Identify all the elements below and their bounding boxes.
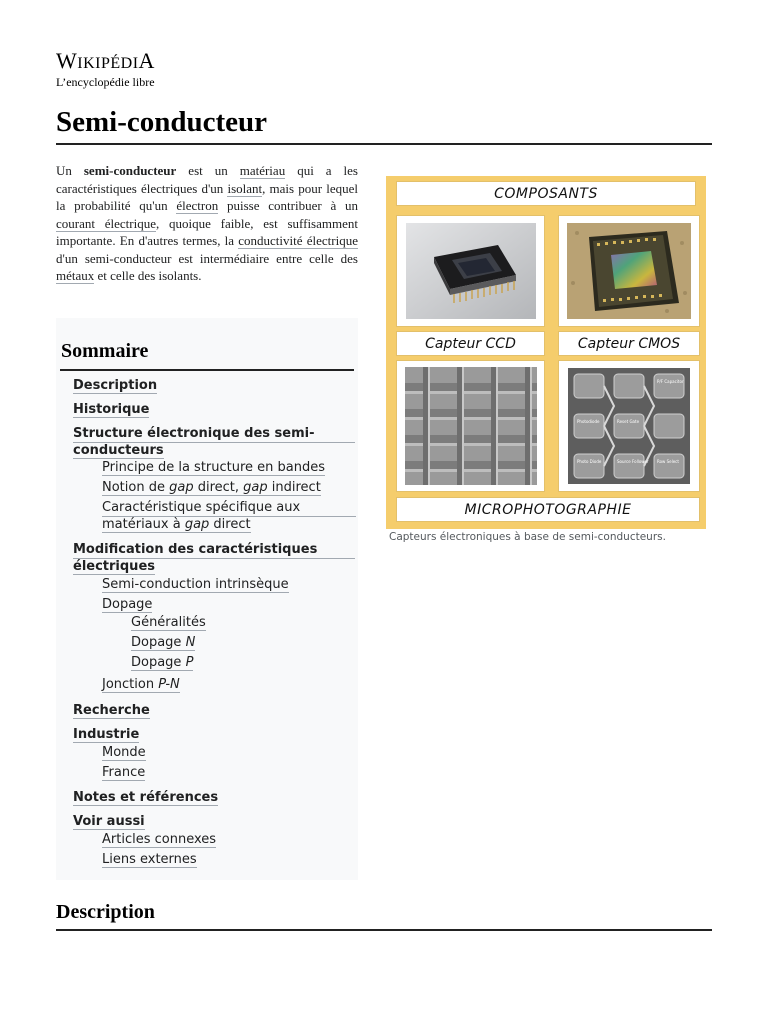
figure-header-label: COMPOSANTS [494,185,598,202]
ccd-label-box [396,331,545,356]
ccd-micrograph-frame [396,360,545,492]
toc-item-notes-references[interactable]: Notes et références [73,790,219,805]
link-electron[interactable]: électron [176,198,219,213]
toc-title: Sommaire [61,340,149,362]
toc-item-notion-gap[interactable]: Notion de gap direct, gap indirect [102,480,321,495]
figure-image[interactable] [386,176,706,529]
ccd-label: Capteur CCD [425,335,516,352]
toc-item-industrie[interactable]: Industrie [73,727,140,742]
toc-item-structure-bandes[interactable]: Principe de la structure en bandes [102,460,326,475]
toc-item-liens-externes[interactable]: Liens externes [102,852,197,867]
toc-item-historique[interactable]: Historique [73,402,150,417]
toc-item-semi-conduction-intrinseque[interactable]: Semi-conduction intrinsèque [102,577,289,592]
ccd-micrograph-image [405,367,537,485]
link-isolant[interactable]: isolant [227,180,263,196]
title-divider [56,143,712,145]
logo-tagline: L’encyclopédie libre [56,75,155,89]
figure-footer-box [396,497,700,522]
toc-item-structure-electronique[interactable]: Structure électronique des semi- conducteurs [73,426,355,459]
micro-label-photodiode: Photodiode [577,419,600,424]
term-bold: semi-conducteur [83,163,177,178]
cmos-micrograph-image [568,368,690,484]
toc-item-voir-aussi[interactable]: Voir aussi [73,814,145,829]
toc-item-description[interactable]: Description [73,378,158,393]
toc-item-monde[interactable]: Monde [102,745,146,760]
logo-wordmark: WIKIPÉDIA [56,48,155,73]
toc-item-jonction-pn[interactable]: Jonction P-N [102,677,180,692]
link-metaux[interactable]: métaux [56,268,95,283]
cmos-sensor-image [567,223,691,319]
toc-item-generalites[interactable]: Généralités [131,615,206,630]
micro-label-reset-gate: Reset Gate [617,419,640,424]
micro-label-row-select: Row Select [657,459,679,464]
toc-item-recherche[interactable]: Recherche [73,703,150,718]
ccd-photo-frame [396,215,545,327]
figure-caption: Capteurs électroniques à base de semi-conducteurs. [389,531,666,543]
figure-header-box [396,181,696,206]
section-divider [56,929,712,931]
toc-item-articles-connexes[interactable]: Articles connexes [102,832,217,847]
micro-label-source-follower: Source Follower [617,459,649,464]
toc-item-dopage-p[interactable]: Dopage P [131,655,194,670]
page-title: Semi-conducteur [56,106,268,138]
ccd-sensor-image [406,223,536,319]
toc-item-caracteristique-gap-direct[interactable]: Caractéristique spécifique aux matériaux à gap direct [102,500,356,533]
figure-footer-label: MICROPHOTOGRAPHIE [464,501,632,518]
wikipedia-logo[interactable] [56,49,155,89]
cmos-label-box [558,331,700,356]
micro-label-pf-capacitor: P/F Capacitor [657,379,684,384]
section-title-description: Description [56,901,155,923]
link-materiau[interactable]: matériau [239,163,286,178]
link-courant-electrique[interactable]: courant électrique [56,215,156,231]
toc-item-france[interactable]: France [102,765,146,780]
toc-divider [60,369,354,371]
cmos-label: Capteur CMOS [577,335,681,352]
micro-label-photo-diode: Photo Diode [577,459,602,464]
link-conductivite-electrique[interactable]: conductivité électrique [238,233,358,248]
table-of-contents [56,318,358,880]
cmos-micrograph-frame [558,360,700,492]
toc-item-modification[interactable]: Modification des caractéristiques électriques [73,542,355,575]
toc-item-dopage[interactable]: Dopage [102,597,153,612]
intro-paragraph: Un semi-conducteur est un matériau qui a les caractéristiques électriques d'un isolant, mais pour lequel la probabilité qu'un électron puisse contribuer à un courant électrique, quoique faible, est suffisamment importante. En d'autres termes, la conductivité électrique d'un semi-conducteur est intermédiaire entre celle des métaux et celle des isolants. [56,163,358,283]
toc-item-dopage-n[interactable]: Dopage N [131,635,196,650]
cmos-photo-frame [558,215,700,327]
